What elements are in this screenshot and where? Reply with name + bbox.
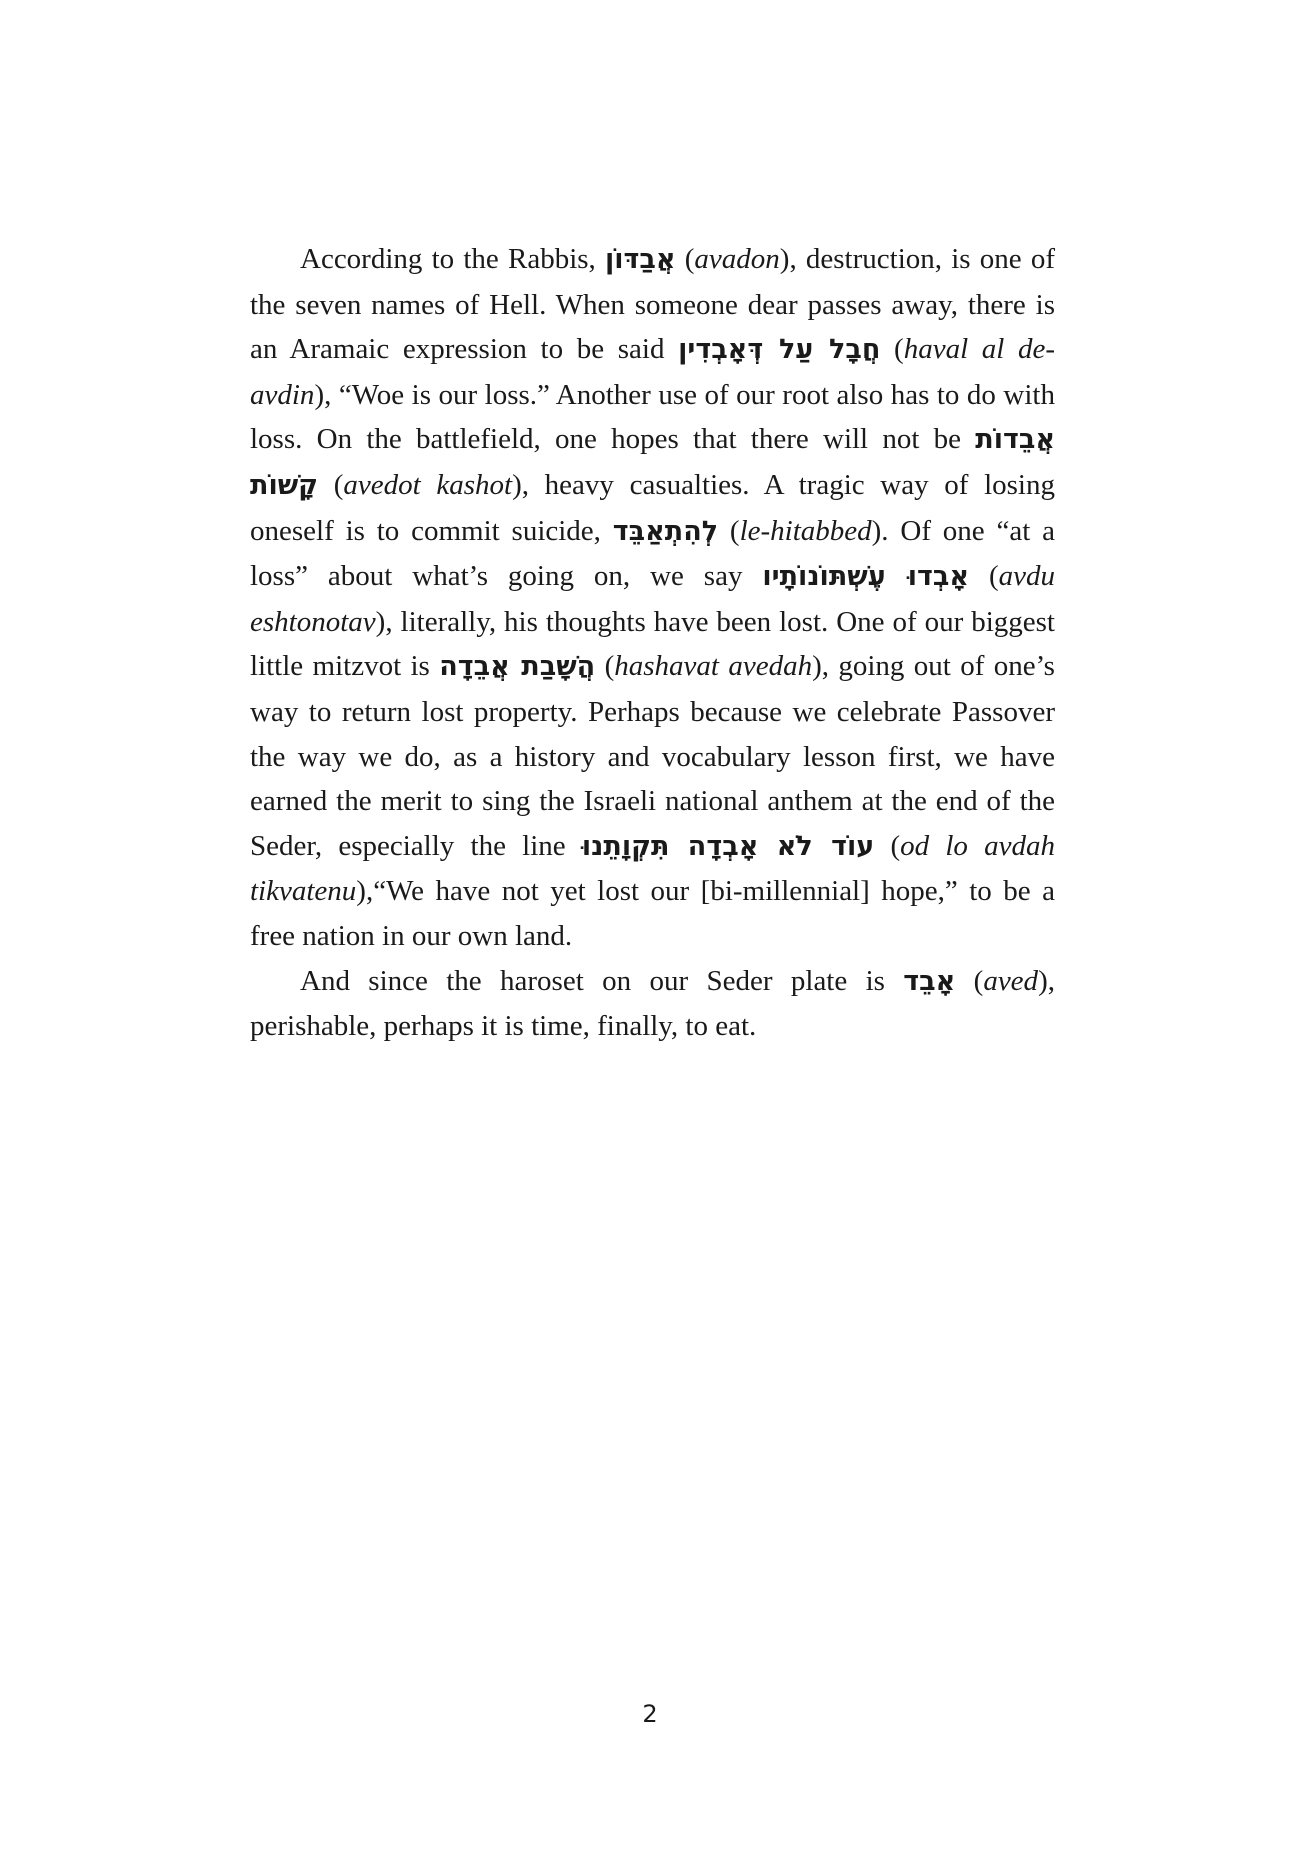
paragraph xyxy=(250,959,1055,1049)
body-text: ), “Woe is our loss.” Another use of our root also has to do with loss. On the battlefield, one hopes that there will not be xyxy=(250,378,1055,456)
hebrew-term: לְהִתְאַבֵּד xyxy=(612,515,719,547)
transliteration: haval al de-avdin xyxy=(250,333,1055,411)
body-text: ( xyxy=(955,964,984,997)
body-text: According to the Rabbis, xyxy=(300,243,605,275)
transliteration: aved xyxy=(983,964,1039,997)
transliteration: avedot kashot xyxy=(343,468,513,501)
body-text: ( xyxy=(318,468,344,501)
transliteration: hashavat avedah xyxy=(614,650,813,683)
page-number: 2 xyxy=(642,1700,658,1728)
body-text: ), literally, his thoughts have been lost. One of our biggest little mitzvot is xyxy=(250,605,1055,683)
body-text: ). Of one “at a loss” about what’s going on, we say xyxy=(250,514,1055,593)
body-text: ( xyxy=(880,333,904,366)
body-text: ), perishable, perhaps it is time, finally, to eat. xyxy=(250,964,1055,1043)
body-text: ( xyxy=(969,560,999,593)
hebrew-term: אָבֵד xyxy=(903,965,956,997)
body-text: And since the haroset on our Seder plate is xyxy=(300,964,904,997)
body-text: ( xyxy=(595,650,615,683)
hebrew-term: חֲבָל עַל דְּאָבְדִין xyxy=(678,334,881,366)
body-text: ( xyxy=(675,243,695,275)
hebrew-term: עוֹד לֹא אָבְדָה תִּקְוָתֵנוּ xyxy=(581,830,875,862)
hebrew-term: אֲבַדּוֹן xyxy=(605,244,676,275)
body-text: ( xyxy=(718,514,740,547)
body-text: ), heavy casualties. A tragic way of losing oneself is to commit suicide, xyxy=(250,468,1055,547)
hebrew-term: אָבְדוּ עֶשְׁתּוֹנוֹתָיו xyxy=(762,561,970,593)
hebrew-term: אֲבֵדוֹת קָשׁוֹת xyxy=(250,424,1055,501)
body-text: ), destruction, is one of the seven names of Hell. When someone dear passes away, there is an Aramaic expression to be said xyxy=(250,243,1055,366)
transliteration: avadon xyxy=(694,243,780,275)
body-text: ), going out of one’s way to return lost property. Perhaps because we celebrate Passover the way we do, as a history and vocabulary lesson first, we have earned the merit to sing the Israeli national anthem at the end of the Seder, especially the line xyxy=(250,650,1055,862)
transliteration: od lo avdah tikvatenu xyxy=(250,829,1055,908)
body-text: ),“We have not yet lost our [bi-millennial] hope,” to be a free nation in our own land. xyxy=(250,875,1055,952)
paragraph xyxy=(250,237,1055,959)
hebrew-term: הֲשָׁבַת אֲבֵדָה xyxy=(439,651,596,683)
transliteration: avdu eshtonotav xyxy=(250,560,1055,638)
body-text: ( xyxy=(874,829,901,862)
page-body xyxy=(250,237,1055,1049)
transliteration: le-hitabbed xyxy=(739,514,872,547)
